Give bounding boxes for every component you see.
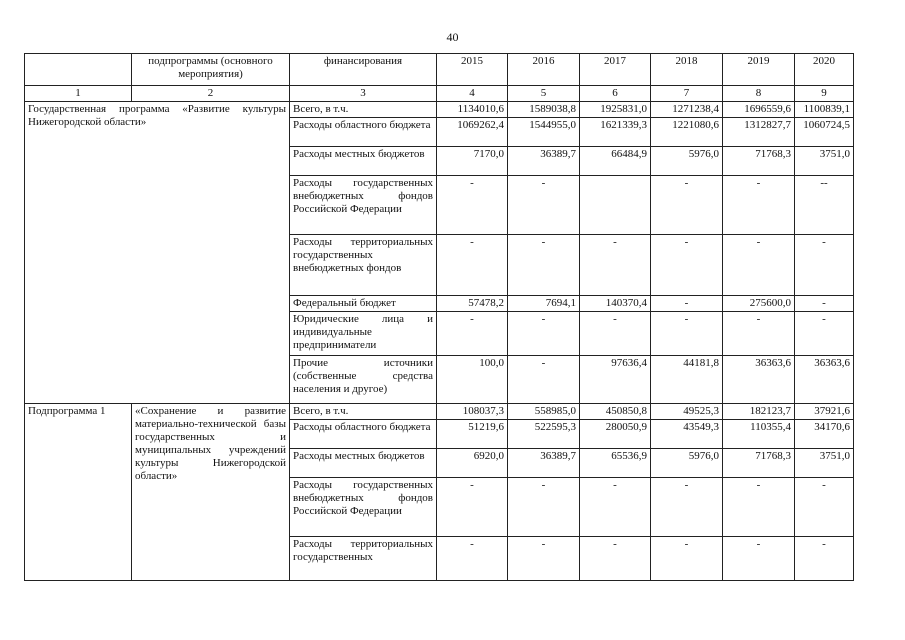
value-cell: - xyxy=(651,537,723,581)
value-cell: 71768,3 xyxy=(723,147,795,176)
program-name: Государственная программа «Развитие культуры Нижегородской области» xyxy=(25,102,290,404)
value-cell: 1696559,6 xyxy=(723,102,795,118)
header-col-1 xyxy=(25,54,132,86)
table-row xyxy=(25,102,854,118)
column-number: 7 xyxy=(651,86,723,102)
value-cell: 1621339,3 xyxy=(580,118,651,147)
funding-source: Расходы территориальных государственных внебюджетных фондов xyxy=(290,235,437,296)
funding-source: Расходы местных бюджетов xyxy=(290,147,437,176)
column-number: 2 xyxy=(132,86,290,102)
funding-source: Расходы государственных внебюджетных фондов Российской Федерации xyxy=(290,478,437,537)
value-cell: - xyxy=(508,356,580,404)
funding-source: Федеральный бюджет xyxy=(290,296,437,312)
value-cell: 1925831,0 xyxy=(580,102,651,118)
value-cell: 44181,8 xyxy=(651,356,723,404)
funding-source: Расходы местных бюджетов xyxy=(290,449,437,478)
value-cell: - xyxy=(651,478,723,537)
value-cell: -- xyxy=(795,176,854,235)
value-cell: - xyxy=(580,478,651,537)
header-year: 2019 xyxy=(723,54,795,86)
value-cell: - xyxy=(437,537,508,581)
header-row xyxy=(25,54,854,86)
value-cell: 1134010,6 xyxy=(437,102,508,118)
funding-source: Всего, в т.ч. xyxy=(290,404,437,420)
value-cell: 182123,7 xyxy=(723,404,795,420)
value-cell: 1060724,5 xyxy=(795,118,854,147)
value-cell: 1544955,0 xyxy=(508,118,580,147)
value-cell: 71768,3 xyxy=(723,449,795,478)
value-cell: 3751,0 xyxy=(795,147,854,176)
column-number: 1 xyxy=(25,86,132,102)
value-cell: 37921,6 xyxy=(795,404,854,420)
value-cell: - xyxy=(651,296,723,312)
value-cell: - xyxy=(795,537,854,581)
value-cell: - xyxy=(723,176,795,235)
value-cell: 3751,0 xyxy=(795,449,854,478)
value-cell: 34170,6 xyxy=(795,420,854,449)
value-cell: 7170,0 xyxy=(437,147,508,176)
value-cell: 1069262,4 xyxy=(437,118,508,147)
value-cell: 65536,9 xyxy=(580,449,651,478)
header-year: 2017 xyxy=(580,54,651,86)
funding-source: Прочие источники (собственные средства населения и другое) xyxy=(290,356,437,404)
value-cell: - xyxy=(580,235,651,296)
value-cell: - xyxy=(437,176,508,235)
value-cell: - xyxy=(580,537,651,581)
value-cell: 7694,1 xyxy=(508,296,580,312)
column-number: 8 xyxy=(723,86,795,102)
value-cell: 1271238,4 xyxy=(651,102,723,118)
value-cell: 100,0 xyxy=(437,356,508,404)
value-cell: - xyxy=(437,235,508,296)
value-cell: - xyxy=(437,312,508,356)
column-number: 9 xyxy=(795,86,854,102)
header-col-2: подпрограммы (основного мероприятия) xyxy=(132,54,290,86)
header-year: 2015 xyxy=(437,54,508,86)
header-year: 2018 xyxy=(651,54,723,86)
budget-table xyxy=(24,53,854,581)
value-cell: - xyxy=(795,235,854,296)
value-cell: - xyxy=(723,312,795,356)
funding-source: Всего, в т.ч. xyxy=(290,102,437,118)
header-year: 2020 xyxy=(795,54,854,86)
value-cell: 108037,3 xyxy=(437,404,508,420)
value-cell: 110355,4 xyxy=(723,420,795,449)
value-cell: - xyxy=(651,176,723,235)
value-cell: 450850,8 xyxy=(580,404,651,420)
value-cell: - xyxy=(723,478,795,537)
funding-source: Расходы территориальных государственных xyxy=(290,537,437,581)
column-number: 5 xyxy=(508,86,580,102)
value-cell: - xyxy=(437,478,508,537)
column-number: 4 xyxy=(437,86,508,102)
value-cell: 140370,4 xyxy=(580,296,651,312)
value-cell: 1221080,6 xyxy=(651,118,723,147)
value-cell: 275600,0 xyxy=(723,296,795,312)
value-cell: 51219,6 xyxy=(437,420,508,449)
value-cell: - xyxy=(795,312,854,356)
value-cell: - xyxy=(651,312,723,356)
subprogram-name: Подпрограмма 1 xyxy=(25,404,132,581)
value-cell: - xyxy=(795,296,854,312)
value-cell: 66484,9 xyxy=(580,147,651,176)
value-cell: 1589038,8 xyxy=(508,102,580,118)
value-cell: 97636,4 xyxy=(580,356,651,404)
subprogram-title: «Сохранение и развитие материально-технической базы государственных и муниципальных учреждений культуры Нижегородской области» xyxy=(132,404,290,581)
value-cell: 5976,0 xyxy=(651,449,723,478)
value-cell: - xyxy=(795,478,854,537)
header-year: 2016 xyxy=(508,54,580,86)
value-cell: 49525,3 xyxy=(651,404,723,420)
funding-source: Расходы областного бюджета xyxy=(290,118,437,147)
value-cell: 6920,0 xyxy=(437,449,508,478)
value-cell: - xyxy=(508,312,580,356)
value-cell: 558985,0 xyxy=(508,404,580,420)
page-number: 40 xyxy=(446,30,459,44)
value-cell: 5976,0 xyxy=(651,147,723,176)
funding-source: Расходы областного бюджета xyxy=(290,420,437,449)
value-cell: 57478,2 xyxy=(437,296,508,312)
value-cell: - xyxy=(508,176,580,235)
value-cell xyxy=(580,176,651,235)
value-cell: 36363,6 xyxy=(795,356,854,404)
value-cell: - xyxy=(723,235,795,296)
numbering-row xyxy=(25,86,854,102)
value-cell: 522595,3 xyxy=(508,420,580,449)
value-cell: 36389,7 xyxy=(508,449,580,478)
value-cell: - xyxy=(723,537,795,581)
value-cell: - xyxy=(651,235,723,296)
value-cell: - xyxy=(508,537,580,581)
value-cell: 1312827,7 xyxy=(723,118,795,147)
column-number: 6 xyxy=(580,86,651,102)
column-number: 3 xyxy=(290,86,437,102)
value-cell: 43549,3 xyxy=(651,420,723,449)
value-cell: 1100839,1 xyxy=(795,102,854,118)
funding-source: Расходы государственных внебюджетных фондов Российской Федерации xyxy=(290,176,437,235)
table-row xyxy=(25,404,854,420)
value-cell: - xyxy=(508,235,580,296)
value-cell: - xyxy=(580,312,651,356)
value-cell: 280050,9 xyxy=(580,420,651,449)
header-col-3: финансирования xyxy=(290,54,437,86)
value-cell: - xyxy=(508,478,580,537)
value-cell: 36363,6 xyxy=(723,356,795,404)
value-cell: 36389,7 xyxy=(508,147,580,176)
funding-source: Юридические лица и индивидуальные предприниматели xyxy=(290,312,437,356)
